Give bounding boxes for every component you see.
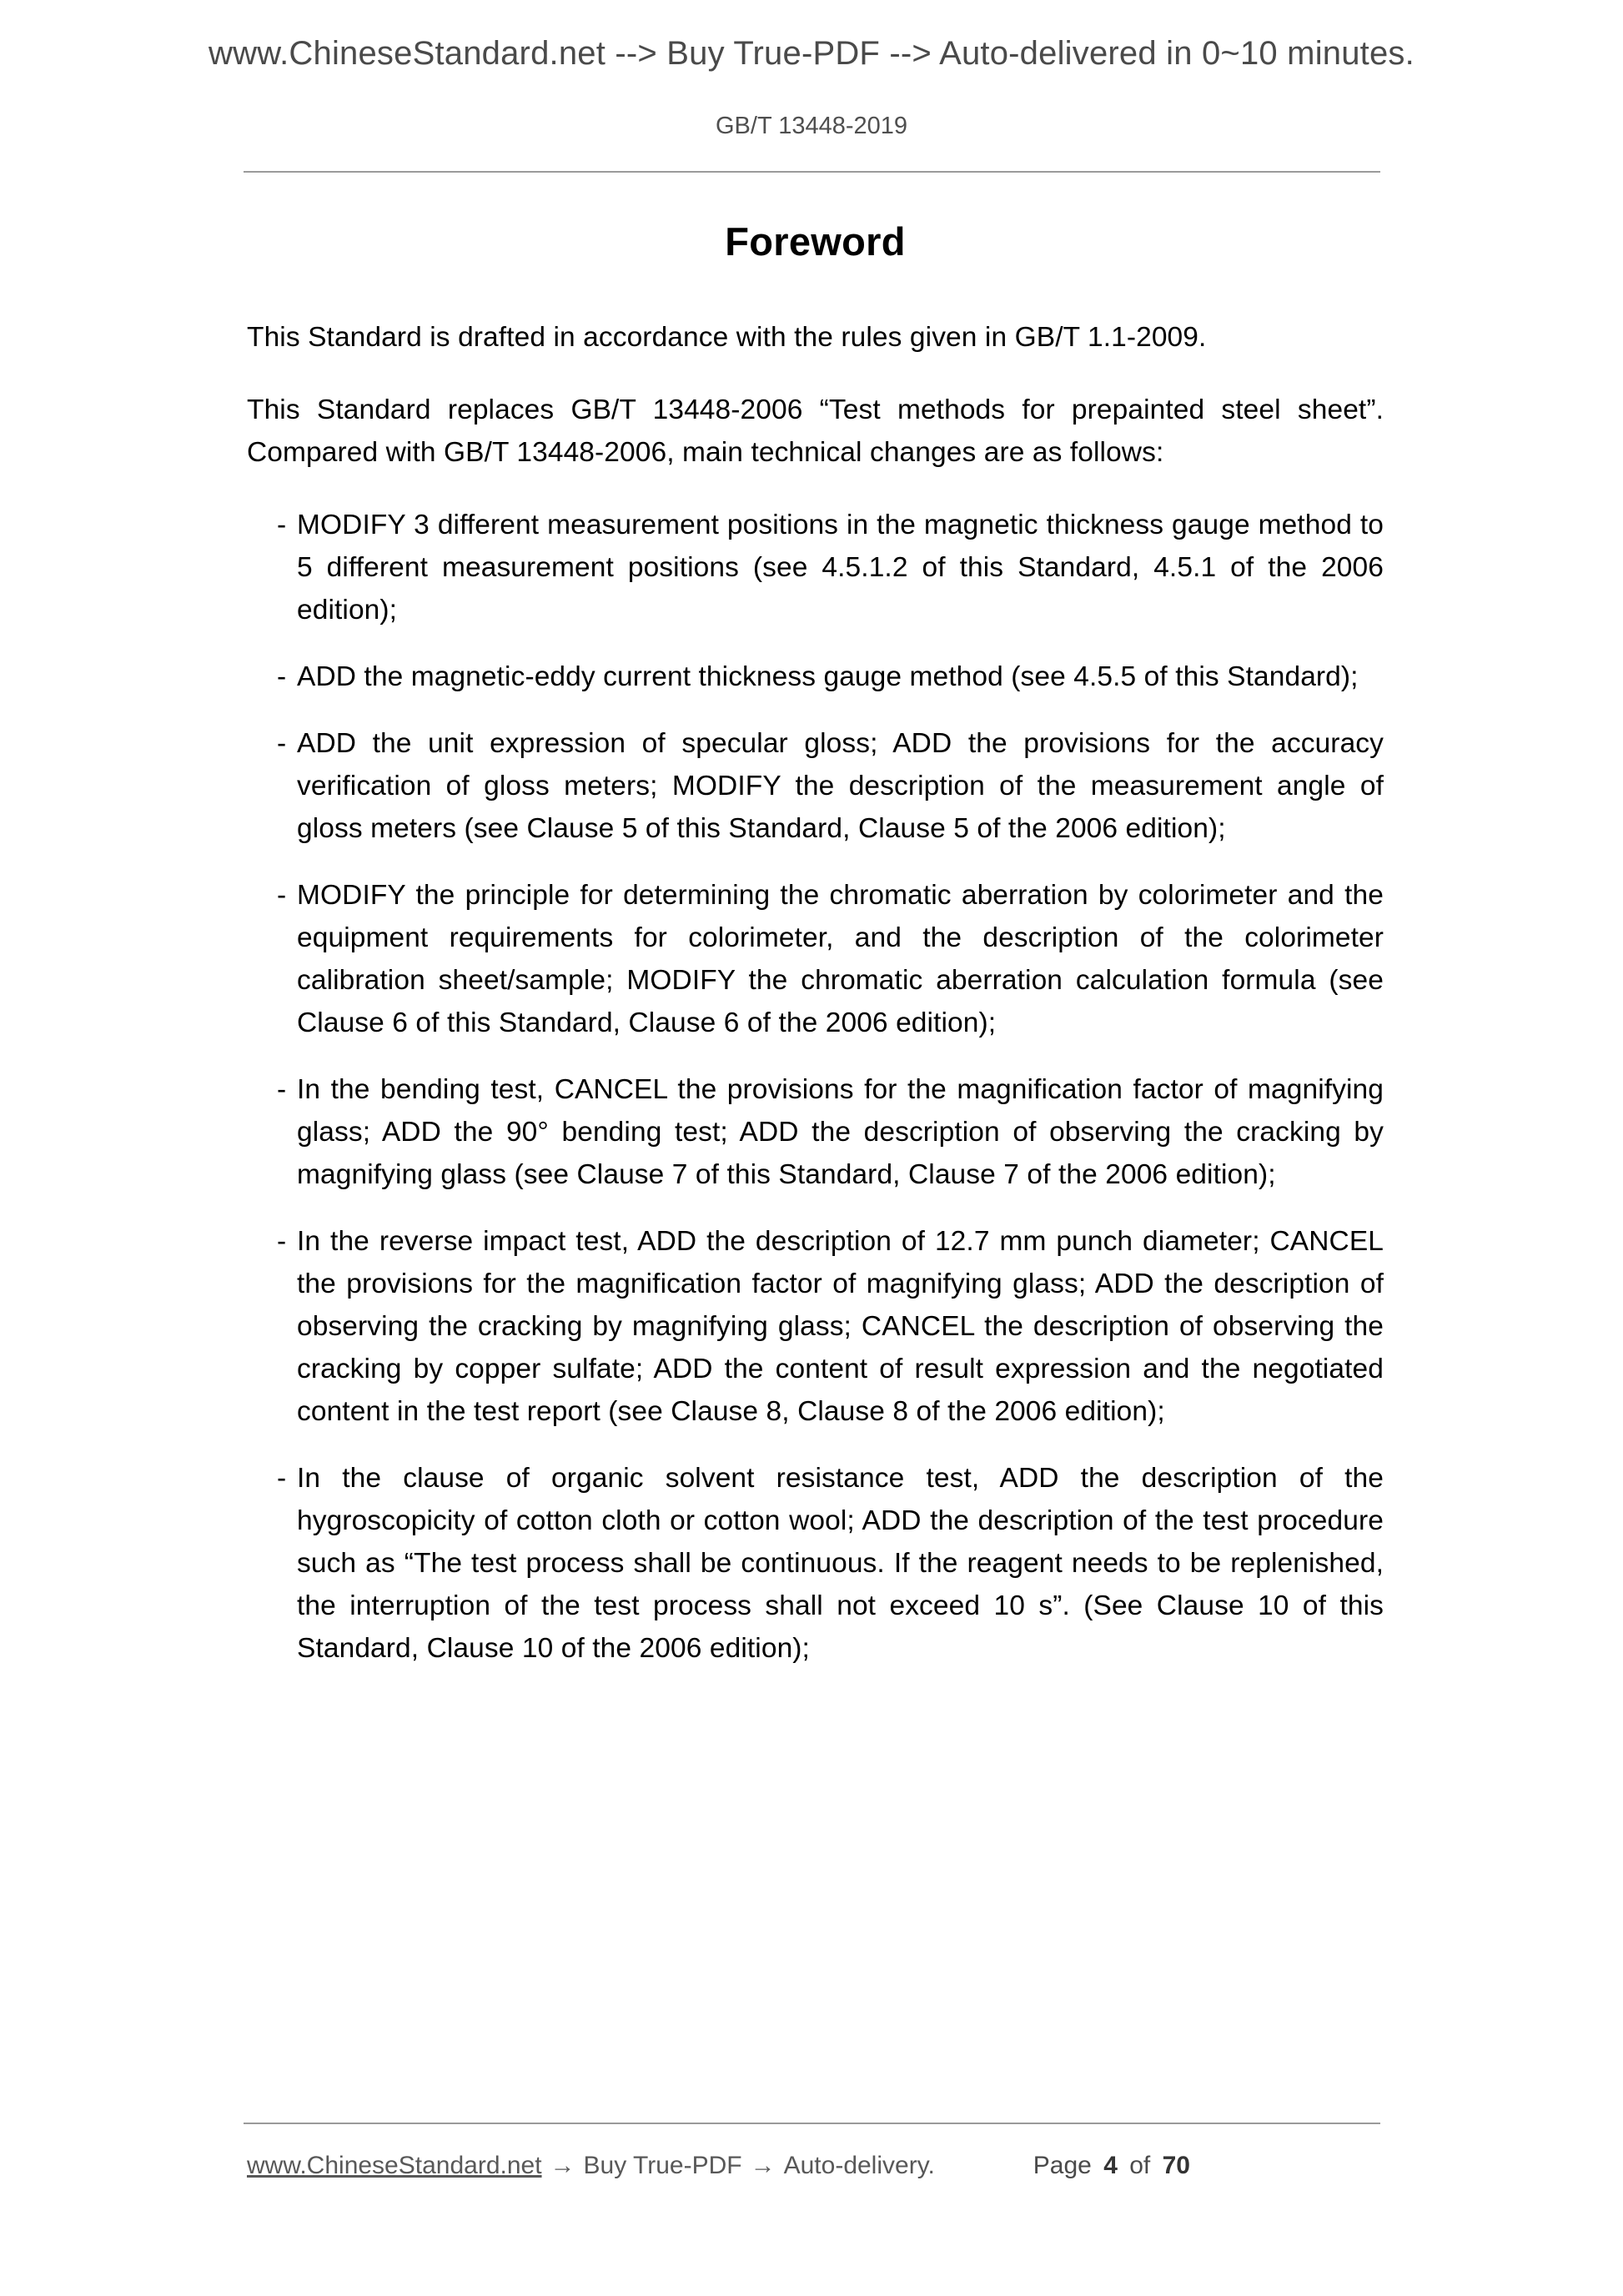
- list-item: [247, 1220, 1384, 1433]
- bullet-dash-marker: -: [277, 661, 287, 692]
- bullet-dash-marker: -: [277, 1074, 287, 1105]
- list-item: [247, 1457, 1384, 1670]
- list-item-text: MODIFY 3 different measurement positions in the magnetic thickness gauge method to 5 different measurement positions (see 4.5.1.2 of this Standard, 4.5.1 of the 2006 edition);: [297, 510, 1384, 625]
- page-indicator: [1033, 2152, 1195, 2180]
- intro-paragraph-1: This Standard is drafted in accordance with the rules given in GB/T 1.1-2009.: [247, 322, 1207, 353]
- list-item-text: In the bending test, CANCEL the provisions for the magnification factor of magnifying glass; ADD the 90° bending test; ADD the description of observing the cracking by magnifying glass (see Clause 7 of this Standard, Clause 7 of the 2006 edition);: [297, 1074, 1384, 1190]
- bullet-dash-marker: -: [277, 1226, 287, 1257]
- list-item: [247, 656, 1384, 698]
- page-label: Page: [1033, 2152, 1092, 2179]
- page-title: Foreword: [725, 219, 906, 264]
- footer-divider: [244, 2123, 1380, 2124]
- current-page-number: 4: [1103, 2152, 1118, 2179]
- footer-buy-text: Buy True-PDF: [583, 2152, 742, 2179]
- header-divider: [244, 171, 1380, 173]
- total-page-count: 70: [1162, 2152, 1190, 2179]
- bullet-dash-marker: -: [277, 1463, 287, 1494]
- page-of-label: of: [1129, 2152, 1151, 2179]
- footer-website-link[interactable]: www.ChineseStandard.net: [247, 2152, 542, 2179]
- bullet-dash-marker: -: [277, 880, 287, 911]
- list-item-text: In the reverse impact test, ADD the description of 12.7 mm punch diameter; CANCEL the provisions for the magnification factor of magnifying glass; ADD the description of observing the cracking by magnifying glass; CANCEL the description of observing the cracking by copper sulfate; ADD the content of result expression and the negotiated content in the test report (see Clause 8, Clause 8 of the 2006 edition);: [297, 1226, 1384, 1427]
- list-item: [247, 1068, 1384, 1196]
- changes-list: [247, 504, 1384, 1670]
- intro-paragraph-2: This Standard replaces GB/T 13448-2006 “Test methods for prepainted steel sheet”. Compared with GB/T 13448-2006, main technical changes are as follows:: [247, 394, 1384, 468]
- list-item-text: ADD the magnetic-eddy current thickness gauge method (see 4.5.5 of this Standard);: [297, 661, 1359, 692]
- standard-number-header: GB/T 13448-2019: [715, 113, 908, 139]
- list-item: [247, 504, 1384, 631]
- list-item-text: In the clause of organic solvent resistance test, ADD the description of the hygroscopicity of cotton cloth or cotton wool; ADD the description of the test procedure such as “The test process shall be continuous. If the reagent needs to be replenished, the interruption of the test process shall not exceed 10 s”. (See Clause 10 of this Standard, Clause 10 of the 2006 edition);: [297, 1463, 1384, 1664]
- arrow-right-icon: →: [550, 2152, 575, 2179]
- list-item-text: MODIFY the principle for determining the chromatic aberration by colorimeter and the equipment requirements for colorimeter, and the description of the colorimeter calibration sheet/sample; MODIFY the chromatic aberration calculation formula (see Clause 6 of this Standard, Clause 6 of the 2006 edition);: [297, 880, 1384, 1038]
- promo-header-text: www.ChineseStandard.net --> Buy True-PDF --> Auto-delivered in 0~10 minutes.: [209, 35, 1414, 72]
- list-item: [247, 874, 1384, 1044]
- list-item-text: ADD the unit expression of specular gloss; ADD the provisions for the accuracy verification of gloss meters; MODIFY the description of the measurement angle of gloss meters (see Clause 5 of this Standard, Clause 5 of the 2006 edition);: [297, 728, 1384, 844]
- arrow-right-icon: →: [750, 2152, 776, 2179]
- page-footer: [247, 2152, 1384, 2180]
- bullet-dash-marker: -: [277, 728, 287, 759]
- list-item: [247, 722, 1384, 850]
- page-content: [247, 219, 1384, 1670]
- footer-delivery-text: Auto-delivery.: [783, 2152, 935, 2179]
- bullet-dash-marker: -: [277, 510, 287, 540]
